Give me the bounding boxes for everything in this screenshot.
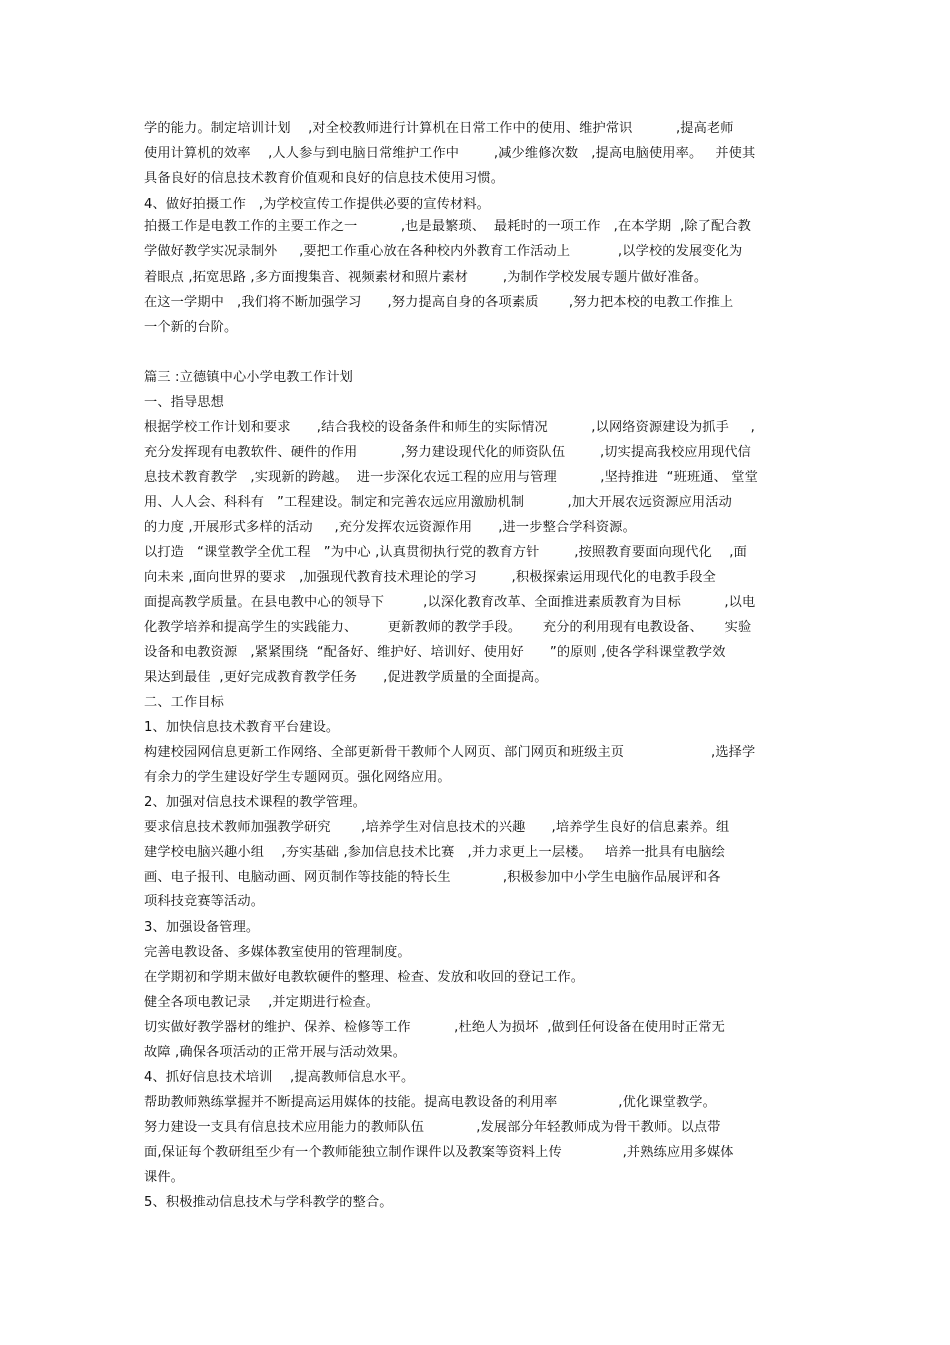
- text-line: 面提高教学质量。在县电教中心的领导下 ,以深化教育改革、全面推进素质教育为目标 ,以电: [144, 595, 756, 610]
- text-line: 努力建设一支具有信息技术应用能力的教师队伍 ,发展部分年轻教师成为骨干教师。以点带: [144, 1120, 721, 1135]
- text-line: 有余力的学生建设好学生专题网页。强化网络应用。: [144, 770, 451, 785]
- text-line: 要求信息技术教师加强教学研究 ,培养学生对信息技术的兴趣 ,培养学生良好的信息素养。组: [144, 820, 730, 835]
- text-line: 果达到最佳 ,更好完成教育教学任务 ,促进教学质量的全面提高。: [144, 670, 548, 685]
- text-line: 根据学校工作计划和要求 ,结合我校的设备条件和师生的实际情况 ,以网络资源建设为抓手 ,: [144, 420, 756, 435]
- text-line: 的力度 ,开展形式多样的活动 ,充分发挥农远资源作用 ,进一步整合学科资源。: [144, 520, 636, 535]
- item-heading: 1、加快信息技术教育平台建设。: [144, 720, 340, 735]
- text-line: 向未来 ,面向世界的要求 ,加强现代教育技术理论的学习 ,积极探索运用现代化的电教手段全: [144, 570, 716, 585]
- item-heading: 4、抓好信息技术培训 ,提高教师信息水平。: [144, 1070, 415, 1085]
- text-line: 拍摄工作是电教工作的主要工作之一 ,也是最繁琐、 最耗时的一项工作 ,在本学期 ,除了配合教: [144, 219, 751, 234]
- text-line: 息技术教育教学 ,实现新的跨越。 进一步深化农远工程的应用与管理 ,坚持推进 “班班通、 堂堂: [144, 470, 758, 485]
- section-heading: 一、指导思想: [144, 395, 225, 410]
- text-line: 健全各项电教记录 ,并定期进行检查。: [144, 995, 380, 1010]
- text-line: 使用计算机的效率 ,人人参与到电脑日常维护工作中 ,减少维修次数 ,提高电脑使用率。 并使其: [144, 146, 756, 161]
- text-line: 用、人人会、科科有 ”工程建设。制定和完善农远应用激励机制 ,加大开展农远资源应用活动: [144, 495, 732, 510]
- text-line: 4、做好拍摄工作 ,为学校宣传工作提供必要的宣传材料。: [144, 197, 491, 212]
- text-line: 化教学培养和提高学生的实践能力、 更新教师的教学手段。 充分的利用现有电教设备、 实验: [144, 620, 752, 635]
- text-line: 项科技竞赛等活动。: [144, 894, 265, 909]
- text-line: 帮助教师熟练掌握并不断提高运用媒体的技能。提高电教设备的利用率 ,优化课堂教学。: [144, 1095, 716, 1110]
- text-line: 建学校电脑兴趣小组 ,夯实基础 ,参加信息技术比赛 ,并力求更上一层楼。 培养一批具有电脑绘: [144, 845, 725, 860]
- text-line: 课件。: [144, 1170, 185, 1185]
- text-line: 在学期初和学期末做好电教软硬件的整理、检查、发放和收回的登记工作。: [144, 970, 585, 985]
- item-heading: 5、积极推动信息技术与学科教学的整合。: [144, 1195, 393, 1210]
- text-line: 充分发挥现有电教软件、硬件的作用 ,努力建设现代化的师资队伍 ,切实提高我校应用现代信: [144, 445, 751, 460]
- item-heading: 3、加强设备管理。: [144, 920, 260, 935]
- text-line: 面,保证每个教研组至少有一个教师能独立制作课件以及教案等资料上传 ,并熟练应用多媒体: [144, 1145, 734, 1160]
- text-line: 画、电子报刊、电脑动画、网页制作等技能的特长生 ,积极参加中小学生电脑作品展评和各: [144, 870, 721, 885]
- text-line: 学做好教学实况录制外 ,要把工作重心放在各种校内外教育工作活动上 ,以学校的发展变化为: [144, 244, 743, 259]
- text-line: 构建校园网信息更新工作网络、全部更新骨干教师个人网页、部门网页和班级主页 ,选择学: [144, 745, 756, 760]
- text-line: 在这一学期中 ,我们将不断加强学习 ,努力提高自身的各项素质 ,努力把本校的电教工作推上: [144, 295, 734, 310]
- text-line: 具备良好的信息技术教育价值观和良好的信息技术使用习惯。: [144, 171, 505, 186]
- text-line: 以打造 “课堂教学全优工程 ”为中心 ,认真贯彻执行党的教育方针 ,按照教育要面向现代化 ,面: [144, 545, 747, 560]
- section-heading: 篇三 :立德镇中心小学电教工作计划: [144, 370, 353, 385]
- item-heading: 2、加强对信息技术课程的教学管理。: [144, 795, 366, 810]
- text-line: 一个新的台阶。: [144, 320, 238, 335]
- text-line: 着眼点 ,拓宽思路 ,多方面搜集音、视频素材和照片素材 ,为制作学校发展专题片做好准备。: [144, 270, 708, 285]
- text-line: 学的能力。制定培训计划 ,对全校教师进行计算机在日常工作中的使用、维护常识 ,提高老师: [144, 121, 734, 136]
- text-line: 完善电教设备、多媒体教室使用的管理制度。: [144, 945, 411, 960]
- section-heading: 二、工作目标: [144, 695, 225, 710]
- text-line: 切实做好教学器材的维护、保养、检修等工作 ,杜绝人为损坏 ,做到任何设备在使用时正常无: [144, 1020, 725, 1035]
- text-line: 设备和电教资源 ,紧紧围绕 “配备好、维护好、培训好、使用好 ”的原则 ,使各学科课堂教学效: [144, 645, 726, 660]
- text-line: 故障 ,确保各项活动的正常开展与活动效果。: [144, 1045, 407, 1060]
